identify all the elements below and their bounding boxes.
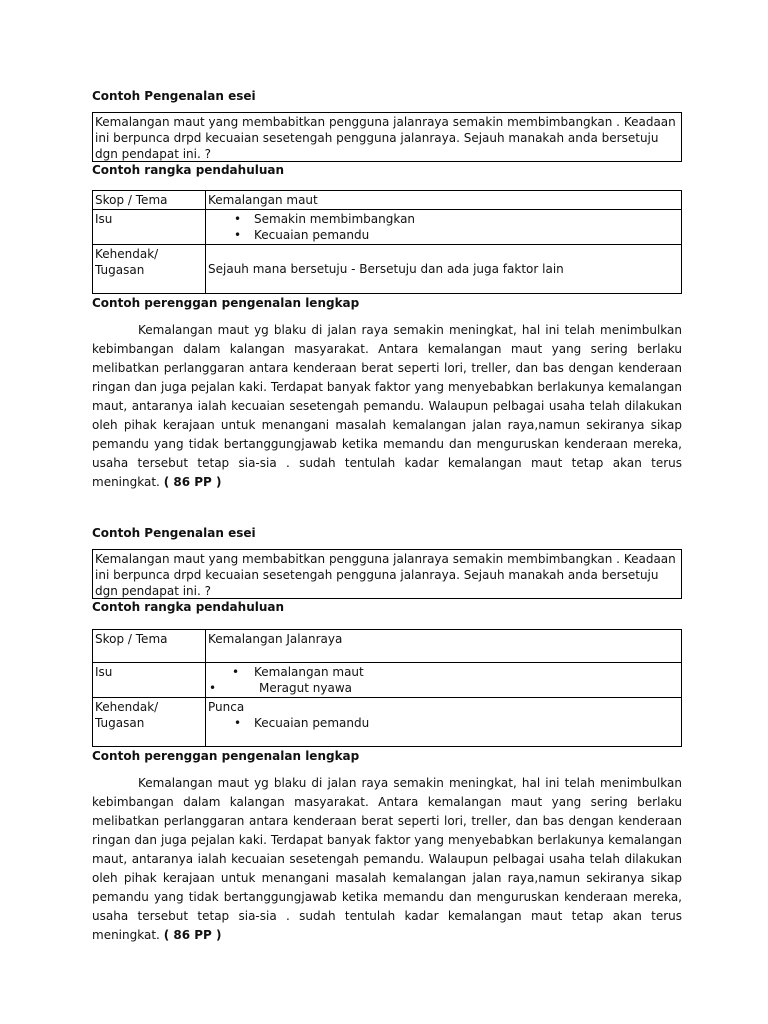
row-label (93, 245, 206, 294)
row-value-text: Punca (208, 700, 245, 714)
intro-text: Kemalangan maut yang membabitkan pengguna jalanraya semakin membimbangkan . Keadaan ini berpunca drpd kecuaian sesetengah pengguna jalanraya. Sejauh manakah anda bersetuju dgn pendapat ini. ? (95, 115, 676, 161)
table-row (93, 698, 682, 747)
bullet-icon: • (209, 681, 217, 695)
table-row (93, 630, 682, 663)
row-label-line: Kehendak/ (95, 247, 159, 261)
row-value: Kemalangan maut (206, 191, 682, 210)
intro-heading: Contoh Pengenalan esei (92, 89, 256, 103)
intro-text: Kemalangan maut yang membabitkan pengguna jalanraya semakin membimbangkan . Keadaan ini berpunca drpd kecuaian sesetengah pengguna jalanraya. Sejauh manakah anda bersetuju dgn pendapat ini. ? (95, 552, 676, 598)
list-item: • Semakin membimbangkan (208, 211, 679, 227)
row-value: Sejauh mana bersetuju - Bersetuju dan ada juga faktor lain (206, 245, 682, 294)
row-value (206, 210, 682, 245)
intro-text-box (92, 549, 682, 599)
paragraph-tag: ( 86 PP ) (163, 475, 222, 489)
row-label: Isu (93, 210, 206, 245)
row-label-line: Tugasan (95, 263, 145, 277)
frame-heading: Contoh rangka pendahuluan (92, 163, 285, 177)
intro-paragraph (92, 321, 682, 492)
row-label-line: Kehendak/ (95, 700, 159, 714)
list-item-text: Meragut nyawa (259, 681, 352, 695)
list-item: • Kemalangan maut (206, 664, 679, 680)
row-label-line: Tugasan (95, 716, 145, 730)
paragraph-heading: Contoh perenggan pengenalan lengkap (92, 296, 360, 310)
paragraph-heading: Contoh perenggan pengenalan lengkap (92, 749, 360, 763)
frame-table (92, 190, 682, 294)
list-item (93, 680, 566, 696)
paragraph-text: Kemalangan maut yg blaku di jalan raya semakin meningkat, hal ini telah menimbulkan kebimbangan dalam kalangan masyarakat. Antara kemalangan maut yang sering berlaku melibatkan perlanggaran antara kenderaan berat seperti lori, treller, dan bas dengan kenderaan ringan dan juga pejalan kaki. Terdapat banyak faktor yang menyebabkan berlakunya kemalangan maut, antaranya ialah kecuaian sesetengah pemandu. Walaupun pelbagai usaha telah dilakukan oleh pihak kerajaan untuk menangani masalah kemalangan jalan raya,namun sekiranya sikap pemandu yang tidak bertanggungjawab ketika memandu dan menguruskan kenderaan mereka, usaha tersebut tetap sia-sia . sudah tentulah kadar kemalangan maut tetap akan terus meningkat. (92, 776, 682, 942)
table-row (93, 245, 682, 294)
paragraph-text: Kemalangan maut yg blaku di jalan raya semakin meningkat, hal ini telah menimbulkan kebimbangan dalam kalangan masyarakat. Antara kemalangan maut yang sering berlaku melibatkan perlanggaran antara kenderaan berat seperti lori, treller, dan bas dengan kenderaan ringan dan juga pejalan kaki. Terdapat banyak faktor yang menyebabkan berlakunya kemalangan maut, antaranya ialah kecuaian sesetengah pemandu. Walaupun pelbagai usaha telah dilakukan oleh pihak kerajaan untuk menangani masalah kemalangan jalan raya,namun sekiranya sikap pemandu yang tidak bertanggungjawab ketika memandu dan menguruskan kenderaan mereka, usaha tersebut tetap sia-sia . sudah tentulah kadar kemalangan maut tetap akan terus meningkat. (92, 323, 682, 489)
intro-heading: Contoh Pengenalan esei (92, 526, 256, 540)
paragraph-tag: ( 86 PP ) (163, 928, 222, 942)
table-row (93, 210, 682, 245)
row-value (206, 663, 682, 698)
row-label: Skop / Tema (93, 630, 206, 663)
frame-heading: Contoh rangka pendahuluan (92, 600, 285, 614)
list-item: • Kecuaian pemandu (208, 227, 679, 243)
table-row (93, 191, 682, 210)
intro-paragraph (92, 774, 682, 945)
essay-section-1 (92, 88, 682, 492)
essay-section-2 (92, 525, 682, 945)
row-label: Skop / Tema (93, 191, 206, 210)
frame-table (92, 629, 682, 747)
row-label: Isu (93, 663, 206, 698)
row-label (93, 698, 206, 747)
list-item: • Kecuaian pemandu (208, 715, 679, 731)
row-value: Kemalangan Jalanraya (206, 630, 682, 663)
table-row (93, 663, 682, 698)
row-value (206, 698, 682, 747)
intro-text-box (92, 112, 682, 162)
